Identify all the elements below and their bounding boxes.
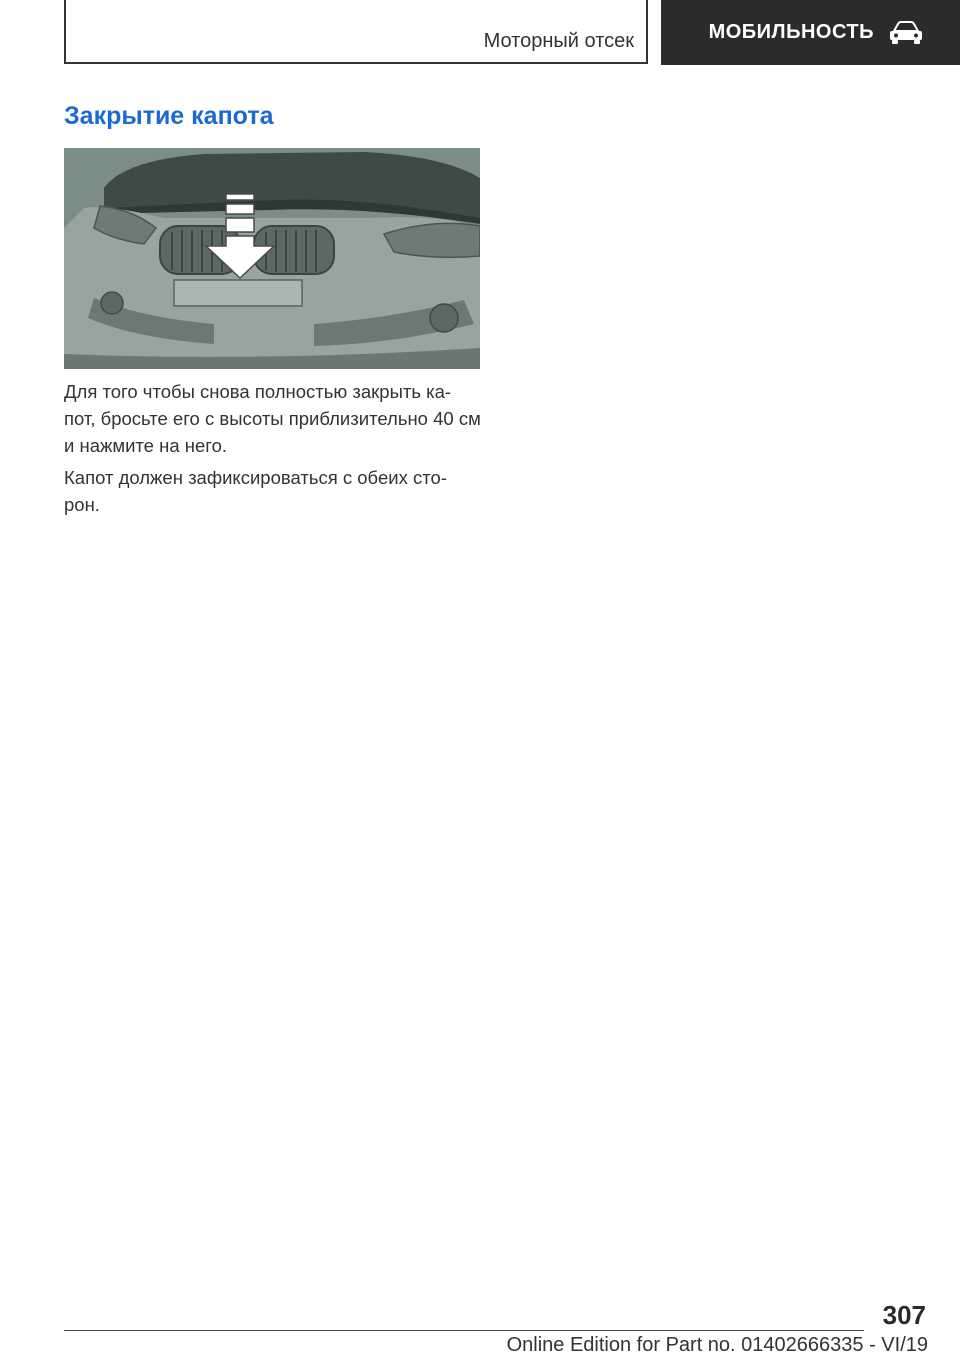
- header-section-box: [64, 0, 648, 64]
- header-section-title: Моторный отсек: [483, 30, 634, 52]
- hood-closing-figure: [64, 148, 480, 369]
- footer-divider: [64, 1330, 864, 1331]
- page-number: 307: [882, 1300, 926, 1330]
- header-chapter-box: [661, 0, 960, 65]
- header-chapter-title: МОБИЛЬНОСТЬ: [708, 21, 874, 43]
- page-title: Закрытие капота: [64, 102, 274, 130]
- paragraph-instruction: Для того чтобы снова полностью закрыть ка‐ пот, бросьте его с высоты приблизительно 40 см и нажмите на него.: [64, 381, 481, 456]
- car-icon: [888, 21, 924, 45]
- footer-edition: Online Edition for Part no. 01402666335 - VI/19: [506, 1334, 928, 1356]
- paragraph-note: Капот должен зафиксироваться с обеих сто‐ рон.: [64, 467, 447, 515]
